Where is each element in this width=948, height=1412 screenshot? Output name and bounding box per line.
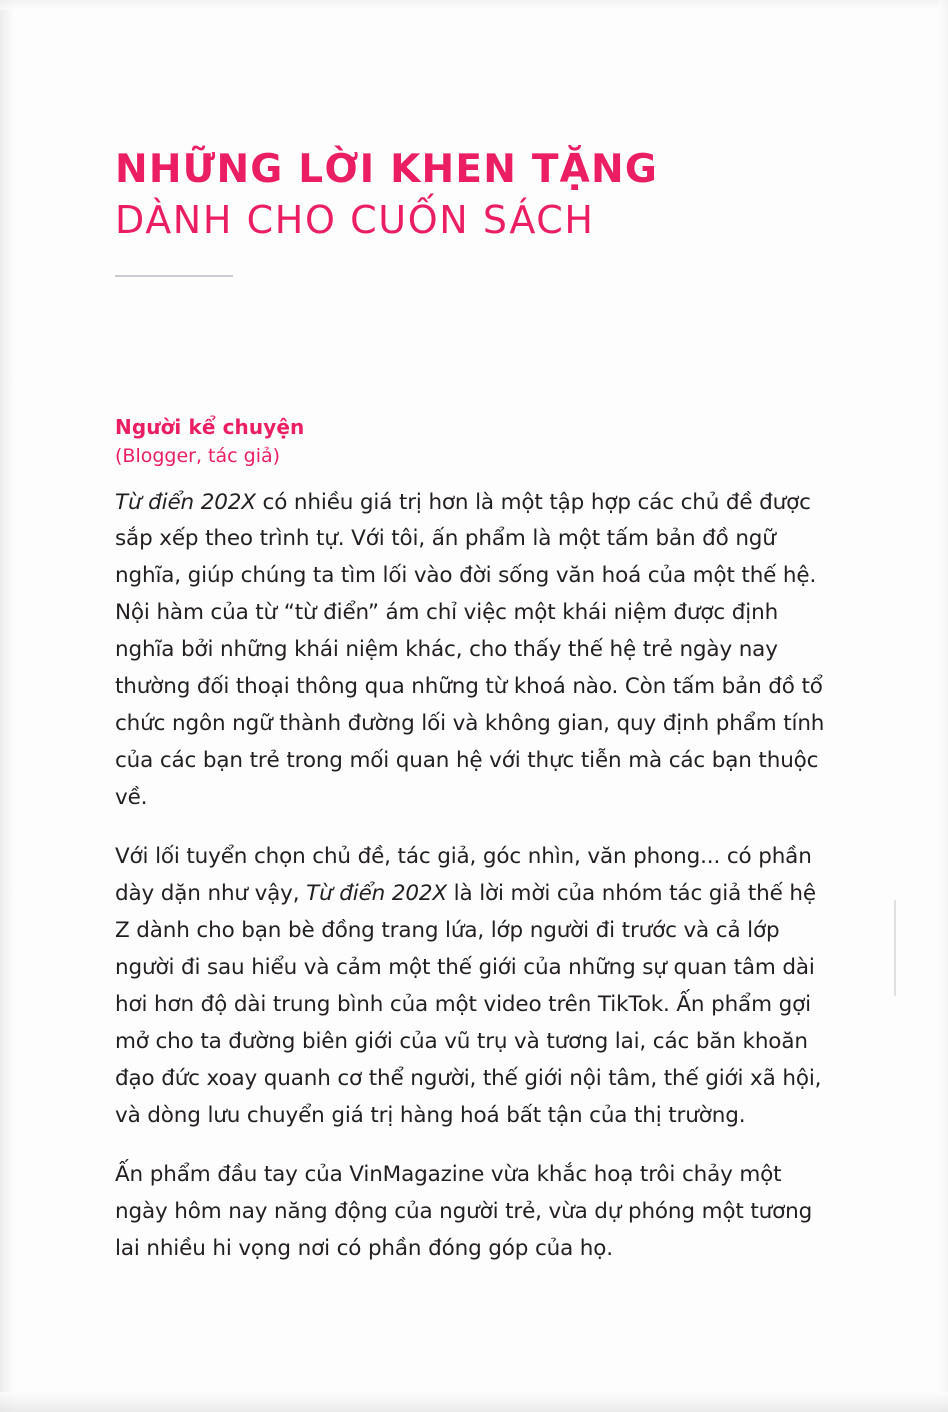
text-run: Ấn phẩm đầu tay của VinMagazine vừa khắc hoạ trôi chảy một ngày hôm nay năng động của người trẻ, vừa dự phóng một tương lai nhiều hi vọng nơi có phần đóng góp của họ. [115,1161,813,1261]
text-run: là lời mời của nhóm tác giả thế hệ Z dành cho bạn bè đồng trang lứa, lớp người đi trước và cả lớp người đi sau hiểu và cảm một thế giới của những sự quan tâm dài hơi hơn độ dài trung bình của một video trên TikTok. Ấn phẩm gợi mở cho ta đường biên giới của vũ trụ và tương lai, các băn khoăn đạo đức xoay quanh cơ thể người, thế giới nội tâm, thế giới xã hội, và dòng lưu chuyển giá trị hàng hoá bất tận của thị trường. [115,881,822,1128]
page-edge-shadow-right [938,0,948,1412]
testimonial-attribution [115,415,835,467]
page-title [115,148,835,243]
paragraph [115,839,835,1135]
testimonial-body [115,485,835,1268]
text-run: Với lối tuyển chọn chủ đề, tác giả, góc nhìn, văn phong... có phần dày dặn như vậy, [115,844,812,907]
page-title-line-1: NHỮNG LỜI KHEN TẶNG [115,147,659,192]
page-edge-shadow-bottom [0,1392,948,1412]
page-edge-shadow-left [0,0,14,1412]
book-title-italic: Từ điển 202X [115,489,256,515]
book-title-italic: Từ điển 202X [306,881,447,907]
paragraph [115,1157,835,1268]
page-spine-mark [894,900,896,996]
attribution-role: (Blogger, tác giả) [115,444,281,467]
attribution-name: Người kể chuyện [115,414,305,439]
page-title-line-2: DÀNH CHO CUỐN SÁCH [115,197,595,242]
paragraph [115,485,835,818]
text-run: có nhiều giá trị hơn là một tập hợp các chủ đề được sắp xếp theo trình tự. Với tôi, ấn phẩm là một tấm bản đồ ngữ nghĩa, giúp chúng ta tìm lối vào đời sống văn hoá của một thế hệ. Nội hàm của từ “từ điển” ám chỉ việc một khái niệm được định nghĩa bởi những khái niệm khác, cho thấy thế hệ trẻ ngày nay thường đối thoại thông qua những từ khoá nào. Còn tấm bản đồ tổ chức ngôn ngữ thành đường lối và không gian, quy định phẩm tính của các bạn trẻ trong mối quan hệ với thực tiễn mà các bạn thuộc về. [115,489,825,811]
title-divider [115,275,233,277]
page-content [115,0,835,1268]
